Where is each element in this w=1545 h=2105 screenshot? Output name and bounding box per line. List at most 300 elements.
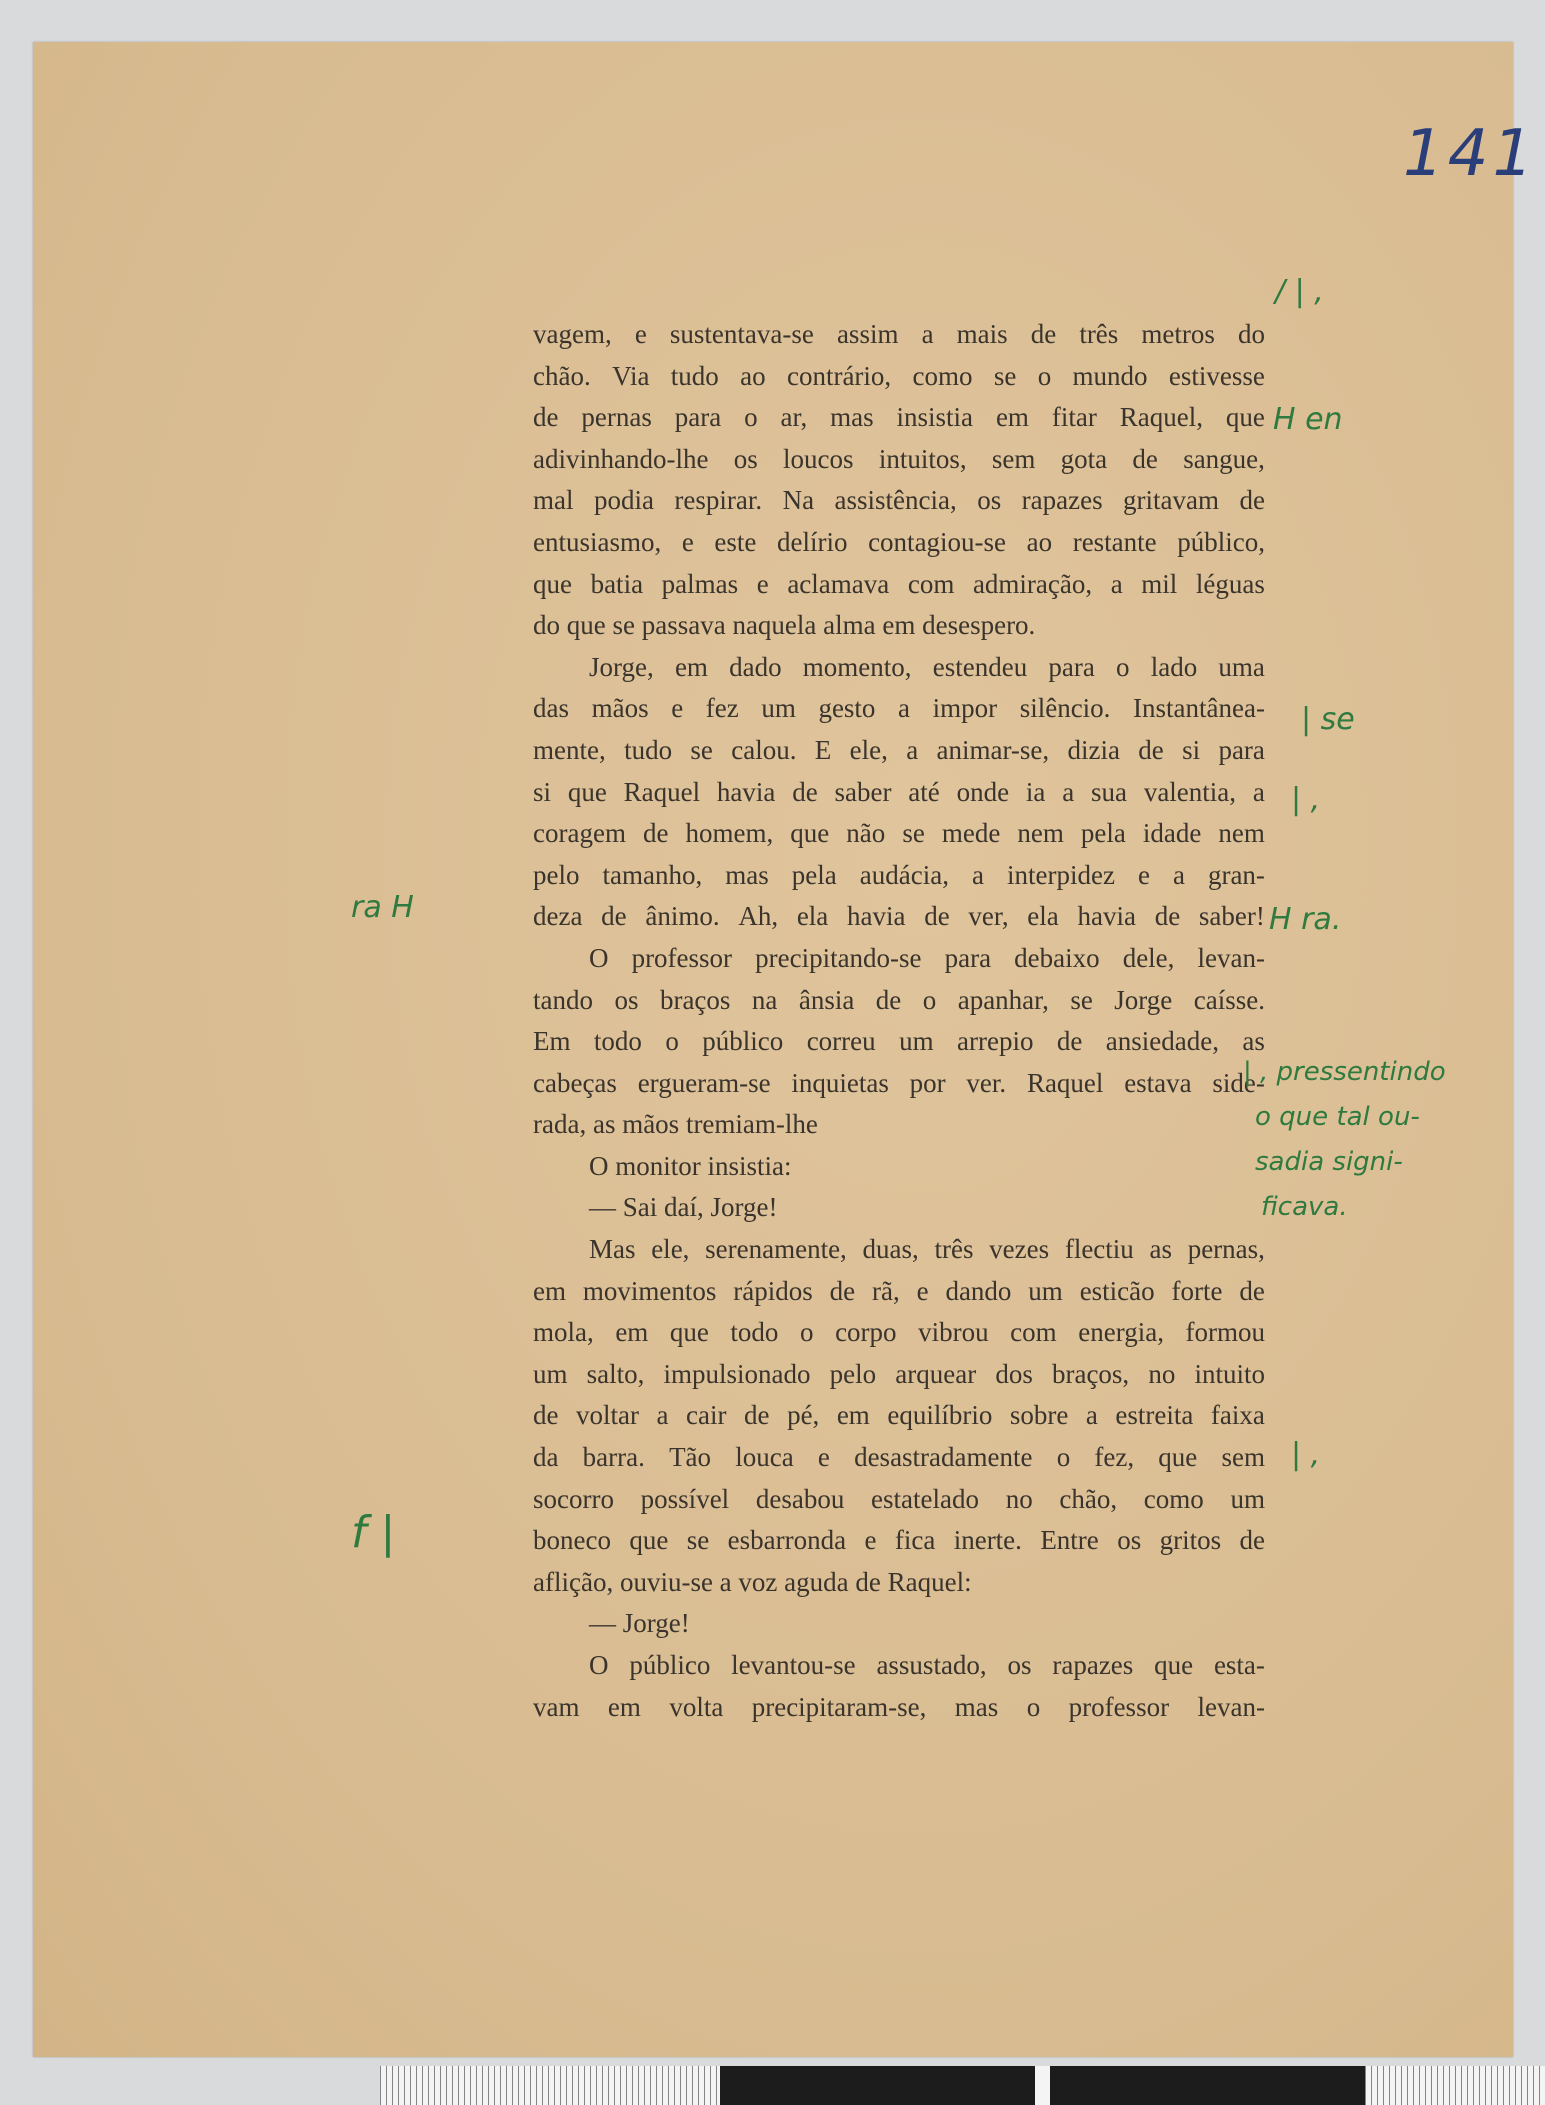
measurement-ruler <box>380 2066 1545 2105</box>
margin-note-11: | , <box>1291 1437 1321 1472</box>
word: vam <box>533 1691 580 1722</box>
word: Raquel <box>1026 1067 1104 1098</box>
text-line <box>533 1520 1265 1562</box>
word: Tão <box>669 1442 712 1473</box>
word: fica <box>894 1525 936 1556</box>
word: volta <box>669 1691 724 1722</box>
word: si <box>1182 734 1201 765</box>
word: braços, <box>1051 1358 1130 1389</box>
text-line <box>533 730 1265 772</box>
word: mil <box>1141 568 1178 599</box>
word: para <box>1048 651 1095 682</box>
word: público <box>702 1026 784 1057</box>
body-text <box>533 314 1265 1728</box>
word: podia <box>593 485 654 516</box>
margin-note-5: H ra. <box>1269 902 1342 937</box>
word: silêncio. <box>1019 693 1111 724</box>
word: mãos <box>591 693 649 724</box>
word: adivinhando-lhe <box>533 443 709 474</box>
word: a <box>971 859 984 890</box>
word: flectiu <box>1064 1234 1134 1265</box>
word: e <box>634 319 647 349</box>
word: vibrou <box>918 1317 989 1348</box>
word: tamanho, <box>602 859 703 890</box>
word: O <box>589 942 609 973</box>
margin-note-9: sadia signi- <box>1255 1147 1403 1177</box>
text-line <box>533 772 1265 814</box>
word: o <box>1116 651 1130 682</box>
word: a <box>898 693 911 724</box>
word: dele, <box>1122 942 1175 973</box>
word: rapazes <box>1052 1650 1134 1680</box>
word: animar-se, <box>936 734 1050 765</box>
word: O <box>589 1650 609 1680</box>
word: braços <box>659 984 731 1015</box>
text-line <box>533 480 1265 522</box>
word: e <box>681 526 694 557</box>
word: e <box>817 1442 830 1473</box>
word: aclamava <box>787 568 890 599</box>
word: pelo <box>829 1358 877 1389</box>
document-page <box>33 42 1538 2057</box>
word: deza <box>533 901 583 932</box>
word: e <box>916 1275 929 1306</box>
word: louca <box>735 1442 794 1473</box>
word: ver, <box>968 901 1009 932</box>
word: se <box>686 1525 710 1556</box>
word: tando <box>533 984 593 1015</box>
word: gritavam <box>1123 485 1220 516</box>
word: loucos <box>783 443 854 474</box>
text-line <box>533 1437 1265 1479</box>
word: metros <box>1141 319 1215 349</box>
word: as <box>1242 1026 1265 1057</box>
word: no <box>1005 1483 1033 1514</box>
word: o <box>1037 360 1052 391</box>
word: de <box>1132 443 1158 474</box>
word: mas <box>954 1691 999 1722</box>
word: três <box>934 1234 974 1265</box>
text-line <box>533 688 1265 730</box>
word: E <box>814 734 832 765</box>
word: inerte. <box>953 1525 1022 1556</box>
word: havia <box>847 901 906 932</box>
word: audácia, <box>859 859 949 890</box>
text-line <box>533 980 1265 1022</box>
word: os <box>1117 1525 1142 1556</box>
word: valentia, <box>1143 776 1237 807</box>
word: dizia <box>1067 734 1120 765</box>
word: esta- <box>1213 1650 1265 1680</box>
word: um <box>1028 1275 1063 1306</box>
word: todo <box>593 1026 642 1057</box>
text-line-content: do que se passava naquela alma em desespero. <box>533 610 1036 641</box>
word: e <box>671 693 684 724</box>
word: público <box>629 1650 711 1680</box>
word: para <box>1218 734 1265 765</box>
word: fitar <box>1051 402 1097 433</box>
word: assistência, <box>834 485 957 516</box>
word: de <box>744 1400 770 1431</box>
word: os <box>614 984 639 1015</box>
word: entusiasmo, <box>533 526 662 557</box>
word: Mas <box>589 1234 636 1265</box>
word: Instantânea- <box>1133 693 1265 724</box>
word: se <box>1070 984 1093 1015</box>
text-line-content: — Jorge! <box>589 1608 690 1639</box>
word: mas <box>725 859 769 890</box>
word: onde <box>956 776 1010 807</box>
word: boneco <box>533 1525 611 1556</box>
word: vezes <box>989 1234 1050 1265</box>
word: vagem, <box>533 319 612 349</box>
word: admiração, <box>972 568 1093 599</box>
text-line <box>533 1271 1265 1313</box>
word: corpo <box>835 1317 897 1348</box>
word: barra. <box>582 1442 645 1473</box>
word: e <box>756 568 769 599</box>
word: a <box>906 734 919 765</box>
word: ela <box>1027 901 1059 932</box>
word: intuitos, <box>878 443 967 474</box>
word: na <box>751 984 778 1015</box>
word: todo <box>730 1317 779 1348</box>
word: que <box>1154 1650 1194 1680</box>
text-line <box>533 1104 1265 1146</box>
margin-note-3: | se <box>1301 702 1355 737</box>
word: mas <box>830 402 874 433</box>
text-line <box>533 896 1265 938</box>
word: em <box>533 1275 566 1306</box>
word: possível <box>640 1483 730 1514</box>
word: batia <box>590 568 644 599</box>
word: o <box>800 1317 814 1348</box>
word: salto, <box>586 1358 645 1389</box>
word: a <box>921 319 934 349</box>
word: de <box>642 818 669 849</box>
word: nem <box>1017 818 1064 849</box>
word: socorro <box>533 1483 614 1514</box>
margin-note-6: ra H <box>351 890 414 925</box>
word: dado <box>729 651 782 682</box>
word: ergueram-se <box>637 1067 771 1098</box>
word: saber! <box>1198 901 1265 932</box>
word: de <box>1030 319 1057 349</box>
word: e <box>1137 859 1150 890</box>
word: Jorge, <box>589 651 654 682</box>
word: sua <box>1091 776 1127 807</box>
word: pernas <box>581 402 652 433</box>
word: lado <box>1150 651 1198 682</box>
word: Jorge <box>1114 984 1173 1015</box>
word: faixa <box>1210 1400 1265 1431</box>
word: em <box>607 1691 641 1722</box>
word: os <box>733 443 758 474</box>
word: a <box>1062 776 1075 807</box>
word: homem, <box>685 818 774 849</box>
word: assustado, <box>876 1650 987 1680</box>
text-line <box>533 439 1265 481</box>
word: pé, <box>787 1400 820 1431</box>
word: Raquel <box>623 776 701 807</box>
word: o <box>922 984 937 1015</box>
word: a <box>1110 568 1123 599</box>
word: assim <box>836 319 899 349</box>
word: chão. <box>533 360 591 391</box>
word: este <box>714 526 757 557</box>
word: mal <box>533 485 574 516</box>
word: fez, <box>1094 1442 1135 1473</box>
word: Na <box>782 485 815 516</box>
word: ao <box>1026 526 1053 557</box>
word: as <box>1149 1234 1172 1265</box>
word: rapazes <box>1021 485 1103 516</box>
word: para <box>674 402 722 433</box>
word: arquear <box>895 1358 977 1389</box>
word: forte <box>1171 1275 1223 1306</box>
word: havia <box>1077 901 1136 932</box>
word: se <box>902 818 925 849</box>
word: até <box>908 776 940 807</box>
word: que <box>1225 402 1265 433</box>
word: debaixo <box>1014 942 1100 973</box>
word: da <box>533 1442 559 1473</box>
word: estava <box>1124 1067 1192 1098</box>
margin-note-10: ficava. <box>1261 1192 1348 1222</box>
word: levan- <box>1197 942 1265 973</box>
word: ansiedade, <box>1105 1026 1219 1057</box>
word: que <box>533 568 572 599</box>
word: o <box>665 1026 679 1057</box>
word: cair <box>686 1400 727 1431</box>
word: gran- <box>1207 859 1265 890</box>
text-line <box>533 1603 1265 1645</box>
ruler-dark-segment <box>1050 2066 1365 2105</box>
word: gota <box>1060 443 1108 474</box>
word: calou. <box>731 734 797 765</box>
word: interpidez <box>1006 859 1115 890</box>
word: contagiou-se <box>868 526 1007 557</box>
word: estendeu <box>932 651 1028 682</box>
word: gritos <box>1159 1525 1222 1556</box>
text-line <box>533 605 1265 647</box>
word: a <box>1252 776 1265 807</box>
word: fez <box>705 693 739 724</box>
text-line <box>533 314 1265 356</box>
text-line-content: rada, as mãos tremiam-lhe <box>533 1109 818 1140</box>
word: dando <box>945 1275 1012 1306</box>
margin-note-4: | , <box>1291 782 1321 817</box>
word: com <box>907 568 955 599</box>
text-line <box>533 522 1265 564</box>
word: ver. <box>966 1067 1007 1098</box>
word: de <box>1154 901 1181 932</box>
word: em <box>836 1400 870 1431</box>
word: como <box>912 360 973 391</box>
word: inquietas <box>791 1067 889 1098</box>
text-line <box>533 1021 1265 1063</box>
margin-note-8: o que tal ou- <box>1255 1102 1420 1132</box>
word: caísse. <box>1193 984 1265 1015</box>
word: ela <box>796 901 829 932</box>
word: para <box>944 942 992 973</box>
word: insistia <box>896 402 974 433</box>
word: os <box>977 485 1002 516</box>
margin-note-2: H en <box>1273 402 1343 437</box>
word: pela <box>1080 818 1126 849</box>
word: ânimo. <box>645 901 720 932</box>
word: os <box>1007 1650 1032 1680</box>
word: desabou <box>755 1483 845 1514</box>
word: ia <box>1025 776 1046 807</box>
word: de <box>1239 1525 1265 1556</box>
word: havia <box>716 776 776 807</box>
word: professor <box>631 942 733 973</box>
word: serenamente, <box>705 1234 847 1265</box>
word: equilíbrio <box>887 1400 993 1431</box>
word: de <box>601 901 627 932</box>
word: em <box>674 651 708 682</box>
word: tudo <box>670 360 719 391</box>
text-line <box>533 564 1265 606</box>
word: ao <box>740 360 766 391</box>
word: side- <box>1212 1067 1265 1098</box>
word: sobre <box>1009 1400 1069 1431</box>
text-line <box>533 1229 1265 1271</box>
word: apanhar, <box>957 984 1049 1015</box>
word: que <box>629 1525 669 1556</box>
word: ele, <box>849 734 888 765</box>
word: do <box>1237 319 1265 349</box>
text-line <box>533 813 1265 855</box>
word: rápidos <box>733 1275 813 1306</box>
text-line <box>533 1562 1265 1604</box>
word: que <box>790 818 830 849</box>
ruler-ticks <box>1365 2066 1545 2105</box>
word: de <box>1239 1275 1265 1306</box>
text-line <box>533 855 1265 897</box>
word: delírio <box>777 526 848 557</box>
text-line <box>533 1645 1265 1687</box>
word: Em <box>533 1026 571 1057</box>
word: de <box>533 402 559 433</box>
word: estivesse <box>1168 360 1265 391</box>
word: léguas <box>1195 568 1265 599</box>
word: estreita <box>1115 1400 1194 1431</box>
word: com <box>1010 1317 1057 1348</box>
word: se <box>690 734 713 765</box>
text-line <box>533 1146 1265 1188</box>
word: das <box>533 693 569 724</box>
word: que <box>669 1317 709 1348</box>
word: um <box>899 1026 934 1057</box>
word: por <box>909 1067 946 1098</box>
text-line <box>533 397 1265 439</box>
word: ele, <box>651 1234 690 1265</box>
word: pela <box>791 859 837 890</box>
word: mola, <box>533 1317 594 1348</box>
word: que <box>567 776 607 807</box>
word: desastradamente <box>854 1442 1033 1473</box>
word: estatelado <box>871 1483 979 1514</box>
text-line <box>533 1312 1265 1354</box>
word: Ah, <box>738 901 779 932</box>
word: em <box>615 1317 649 1348</box>
word: o <box>1026 1691 1041 1722</box>
word: de <box>1138 734 1164 765</box>
text-line <box>533 647 1265 689</box>
word: impulsionado <box>663 1358 811 1389</box>
word: mente, <box>533 734 606 765</box>
ruler-ticks <box>380 2066 720 2105</box>
word: voltar <box>576 1400 639 1431</box>
word: tudo <box>624 734 673 765</box>
text-line <box>533 1187 1265 1229</box>
word: dos <box>995 1358 1033 1389</box>
word: mais <box>956 319 1008 349</box>
text-line-content: O monitor insistia: <box>589 1150 792 1181</box>
word: se <box>993 360 1017 391</box>
text-line <box>533 356 1265 398</box>
word: chão, <box>1059 1483 1118 1514</box>
word: três <box>1079 319 1119 349</box>
word: idade <box>1142 818 1202 849</box>
word: momento, <box>802 651 912 682</box>
word: movimentos <box>582 1275 717 1306</box>
word: esbarronda <box>727 1525 847 1556</box>
word: pelo <box>533 859 580 890</box>
word: ânsia <box>798 984 855 1015</box>
word: a <box>1172 859 1185 890</box>
word: pernas, <box>1187 1234 1265 1265</box>
word: nem <box>1218 818 1265 849</box>
word: de <box>829 1275 856 1306</box>
word: no <box>1148 1358 1176 1389</box>
word: de <box>1239 485 1265 516</box>
word: formou <box>1185 1317 1265 1348</box>
word: de <box>924 901 950 932</box>
ruler-dark-segment <box>720 2066 1035 2105</box>
word: de <box>533 1400 559 1431</box>
word: professor <box>1068 1691 1170 1722</box>
word: duas, <box>862 1234 919 1265</box>
text-line <box>533 1063 1265 1105</box>
text-line <box>533 1479 1265 1521</box>
word: esticão <box>1079 1275 1155 1306</box>
word: mede <box>941 818 1001 849</box>
word: impor <box>932 693 998 724</box>
word: uma <box>1218 651 1265 682</box>
word: gesto <box>818 693 876 724</box>
word: um <box>533 1358 568 1389</box>
word: que <box>1158 1442 1198 1473</box>
word: precipitaram-se, <box>751 1691 927 1722</box>
word: precipitando-se <box>755 942 922 973</box>
text-line <box>533 1354 1265 1396</box>
word: um <box>1230 1483 1265 1514</box>
word: sustentava-se <box>669 319 814 349</box>
word: intuito <box>1194 1358 1265 1389</box>
word: mundo <box>1072 360 1148 391</box>
word: não <box>846 818 886 849</box>
word: rã, <box>871 1275 900 1306</box>
margin-note-1: / | , <box>1275 274 1324 309</box>
word: de <box>875 984 902 1015</box>
word: sangue, <box>1183 443 1265 474</box>
word: Raquel, <box>1119 402 1203 433</box>
word: um <box>761 693 796 724</box>
word: levantou-se <box>731 1650 856 1680</box>
